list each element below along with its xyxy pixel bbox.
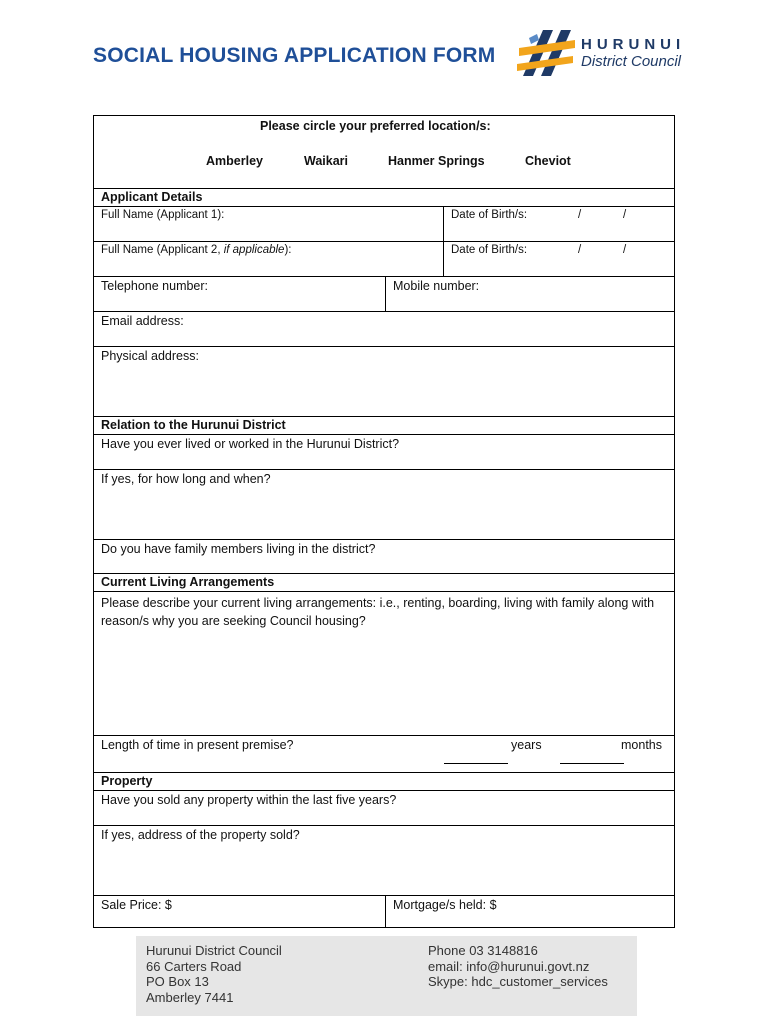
applicant2-row: [94, 241, 674, 276]
dob-2-field[interactable]: [443, 242, 674, 276]
mortgage-label: Mortgage/s held: $: [393, 898, 497, 912]
months-input[interactable]: [560, 763, 624, 764]
section-title: Current Living Arrangements: [101, 575, 275, 589]
mortgage-field[interactable]: [385, 896, 674, 927]
dob-slash: /: [578, 209, 582, 221]
mobile-field[interactable]: [385, 277, 674, 311]
email-label: Email address:: [101, 314, 184, 328]
length-of-time-row: [94, 735, 674, 772]
address-line: PO Box 13: [146, 974, 209, 989]
locations-prompt: Please circle your preferred location/s:: [260, 119, 491, 133]
location-option[interactable]: Amberley: [206, 154, 263, 168]
lived-worked-field[interactable]: [94, 434, 674, 469]
applicant1-row: [94, 206, 674, 241]
physical-address-field[interactable]: [94, 346, 674, 416]
family-members-field[interactable]: [94, 539, 674, 573]
how-long-label: If yes, for how long and when?: [101, 472, 271, 486]
locations-row: [94, 116, 674, 188]
dob-2-label: Date of Birth/s:: [451, 244, 528, 256]
footer-contact: [428, 943, 608, 990]
telephone-label: Telephone number:: [101, 279, 209, 293]
logo-name: HURUNUI: [581, 36, 686, 53]
dob-1-field[interactable]: [443, 207, 674, 241]
dob-1-label: Date of Birth/s:: [451, 209, 528, 221]
form-title: SOCIAL HOUSING APPLICATION FORM: [93, 44, 496, 67]
email-field[interactable]: [94, 311, 674, 346]
full-name-2-label: Full Name (Applicant 2, if applicable):: [101, 244, 292, 256]
section-title: Relation to the Hurunui District: [101, 418, 286, 432]
email-line[interactable]: email: info@hurunui.govt.nz: [428, 958, 590, 974]
section-title: Applicant Details: [101, 190, 203, 204]
skype-line: Skype: hdc_customer_services: [428, 974, 608, 989]
location-option[interactable]: Hanmer Springs: [388, 154, 485, 168]
logo-subtitle: District Council: [581, 53, 682, 70]
living-arrangements-field[interactable]: [94, 591, 674, 735]
dob-slash: /: [623, 209, 627, 221]
address-line: 66 Carters Road: [146, 958, 242, 974]
section-living: [94, 573, 674, 591]
footer-contact-box: [136, 936, 637, 1016]
address-line: Hurunui District Council: [146, 943, 282, 958]
sold-property-field[interactable]: [94, 790, 674, 825]
phone-row: [94, 276, 674, 311]
how-long-field[interactable]: [94, 469, 674, 539]
years-label: years: [511, 738, 542, 752]
location-option[interactable]: Waikari: [304, 154, 349, 168]
full-name-1-label: Full Name (Applicant 1):: [101, 209, 225, 221]
lived-worked-label: Have you ever lived or worked in the Hurunui District?: [101, 437, 400, 451]
length-of-time-label: Length of time in present premise?: [101, 738, 294, 752]
section-relation: [94, 416, 674, 434]
months-label: months: [621, 738, 662, 752]
address-line: Amberley 7441: [146, 989, 234, 1005]
section-title: Property: [101, 774, 153, 788]
section-applicant-details: [94, 188, 674, 206]
council-logo: [515, 26, 705, 80]
dob-slash: /: [578, 244, 582, 256]
mobile-label: Mobile number:: [393, 279, 480, 293]
application-form: [93, 115, 675, 928]
physical-address-label: Physical address:: [101, 349, 199, 363]
sold-address-label: If yes, address of the property sold?: [101, 828, 300, 842]
price-row: [94, 895, 674, 927]
location-option[interactable]: Cheviot: [525, 154, 571, 168]
phone-line: Phone 03 3148816: [428, 943, 538, 958]
logo-mark-icon: [515, 26, 579, 80]
years-input[interactable]: [444, 763, 508, 764]
section-property: [94, 772, 674, 790]
living-arrangements-label: Please describe your current living arrangements: i.e., renting, boarding, living with family along with reason/s why you are seeking Council housing?: [101, 596, 655, 628]
sold-address-field[interactable]: [94, 825, 674, 895]
sale-price-label[interactable]: Sale Price: $: [101, 898, 172, 912]
dob-slash: /: [623, 244, 627, 256]
sold-property-label: Have you sold any property within the last five years?: [101, 793, 397, 807]
footer-address: [146, 943, 282, 1005]
family-members-label: Do you have family members living in the district?: [101, 542, 376, 556]
